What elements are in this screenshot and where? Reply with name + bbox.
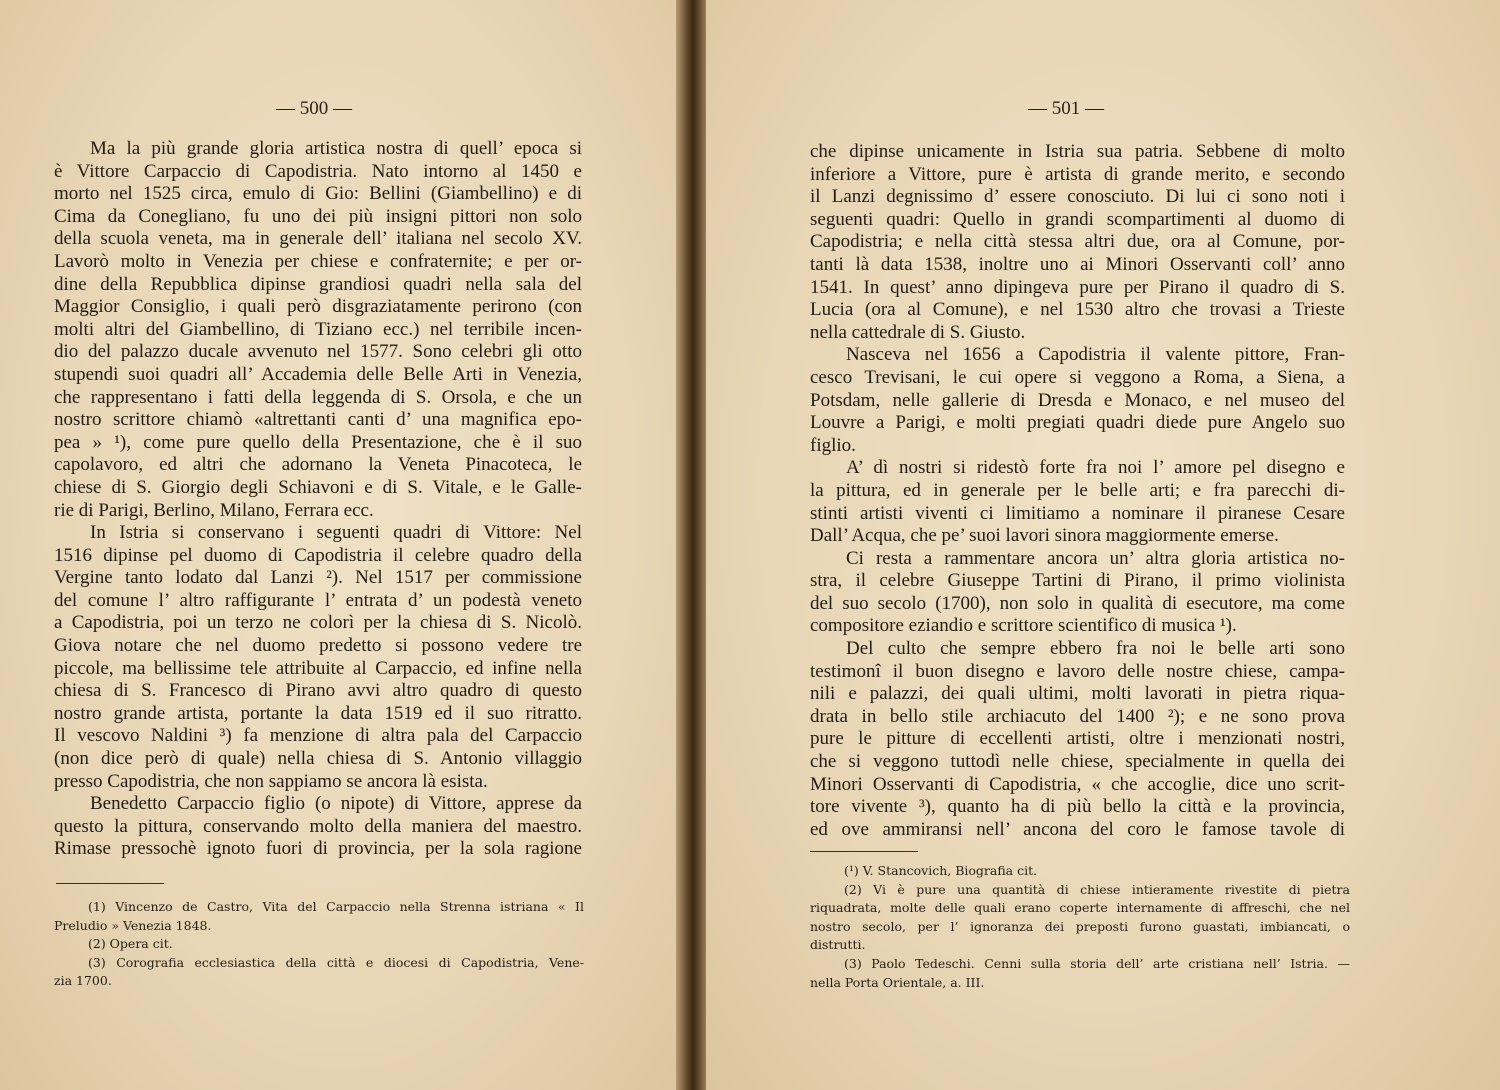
text-line: Louvre a Parigi, e molti pregiati quadri diede pure Angelo suo [810,412,1345,434]
text-line: Ma la più grande gloria artistica nostra di quell’ epoca si [90,138,582,159]
text-line: presso Capodistria, che non sappiamo se ancora là esista. [54,770,488,792]
text-line: figlio. [810,434,856,456]
text-line: nostro grande artista, portante la data 1519 ed il suo ritratto. [54,702,582,724]
text-line: tanti là data 1538, inoltre uno ai Minori Osservanti coll’ anno [810,253,1345,275]
text-line: Dall’ Acqua, che pe’ suoi lavori sinora maggiormente emerse. [810,525,1279,547]
footnote-line: (¹) V. Stancovich, Biografia cit. [844,863,1038,878]
text-line: A’ dì nostri si ridestò forte fra noi l’ amore pel disegno e [846,457,1345,479]
footnotes [810,862,1350,992]
footnote-line: zia 1700. [54,973,112,989]
text-line: Il vescovo Naldini ³) fa menzione di altra pala del Carpaccio [54,725,582,747]
text-line: il Lanzi degnissimo d’ essere conosciuto. Di lui ci sono noti i [810,186,1345,208]
text-line: rie di Parigi, Berlino, Milano, Ferrara ecc. [54,499,374,521]
text-line: inferiore a Vittore, pure è artista di grande merito, e secondo [810,163,1345,185]
text-line: del comune l’ altro raffigurante l’ entrata d’ un podestà veneto [54,589,582,611]
text-line: stupendi suoi quadri all’ Accademia delle Belle Arti in Venezia, [54,363,582,385]
footnote-line: nella Porta Orientale, a. III. [810,974,985,990]
text-line: che rappresentano i fatti della leggenda di S. Orsola, e che un [54,386,582,408]
footnote-divider [56,883,164,884]
text-line: che si veggono tuttodì nelle chiese, specialmente in quella dei [810,751,1345,773]
text-line: Vergine tanto lodato dal Lanzi ²). Nel 1517 per commissione [54,567,582,589]
text-line: dine della Repubblica dipinse grandiosi quadri nella sala del [54,273,582,295]
text-line: 1541. In quest’ anno dipingeva pure per Pirano il quadro di S. [810,276,1345,298]
text-line: Capodistria; e nella città stessa altri due, ora al Comune, por- [810,231,1345,253]
footnote-line: (3) Corografia ecclesiastica della città e diocesi di Capodistria, Vene- [88,954,584,970]
text-line: pea » ¹), come pure quello della Presentazione, che è il suo [54,431,582,453]
footnote-line: (3) Paolo Tedeschi. Cenni sulla storia dell’ arte cristiana nell’ Istria. — [844,955,1350,971]
text-line: Ci resta a rammentare ancora un’ altra gloria artistica no- [846,547,1345,569]
text-line: In Istria si conservano i seguenti quadri di Vittore: Nel [90,522,582,544]
footnote-line: (2) Vi è pure una quantità di chiese intieramente rivestite di pietra [844,881,1350,897]
text-line: a Capodistria, poi un terzo ne colorì per la chiesa di S. Nicolò. [54,612,582,634]
text-line: nostro scrittore chiamò «altrettanti canti d’ una magnifica epo- [54,409,582,431]
text-line: compositore eziandio e scrittore scientifico di musica ¹). [810,615,1237,637]
text-line: nella cattedrale di S. Giusto. [810,321,1026,343]
page-number: — 501 — [1028,98,1104,119]
text-line: Giova notare che nel duomo predetto si possono vedere tre [54,635,582,657]
book-gutter [676,0,710,1090]
text-line: 1516 dipinse pel duomo di Capodistria il celebre quadro della [54,544,582,566]
text-line: la pittura, ed in generale per le belle arti; e fra parecchi di- [810,479,1345,501]
text-line: (non dice però di quale) nella chiesa di S. Antonio villaggio [54,748,582,770]
text-line: stra, il celebre Giuseppe Tartini di Pirano, il primo violinista [810,570,1345,592]
text-line: cesco Trevisani, le cui opere si veggono a Roma, a Siena, a [810,366,1345,388]
text-line: del suo secolo (1700), non solo in qualità di esecutore, ma come [810,592,1345,614]
text-line: Lavorò molto in Venezia per chiese e confraternite; e per or- [54,250,582,272]
footnote-line: (1) Vincenzo de Castro, Vita del Carpaccio nella Strenna istriana « Il [88,899,584,914]
text-line: molti altri del Giambellino, di Tiziano ecc.) nel terribile incen- [54,318,582,340]
text-line: capolavoro, ed altri che adornano la Veneta Pinacoteca, le [54,454,582,476]
text-line: piccole, ma bellissime tele attribuite al Carpaccio, ed infine nella [54,657,582,679]
text-line: chiese di S. Giorgio degli Schiavoni e di S. Vitale, e le Galle- [54,476,582,498]
body-text [810,141,1345,841]
text-line: dio del palazzo ducale avvenuto nel 1577. Sono celebri gli otto [54,341,582,363]
text-line: Cima da Conegliano, fu uno dei più insigni pittori non solo [54,205,582,227]
footnotes [54,898,584,991]
text-line: che dipinse unicamente in Istria sua patria. Sebbene di molto [810,141,1345,162]
text-line: Maggior Consiglio, i quali però disgraziatamente perirono (con [54,296,582,318]
footnote-divider [810,851,918,852]
text-line: stinti artisti viventi ci limitiamo a nominare il piranese Cesare [810,502,1345,524]
text-line: è Vittore Carpaccio di Capodistria. Nato intorno al 1450 e [54,160,582,182]
text-line: Benedetto Carpaccio figlio (o nipote) di Vittore, apprese da [90,793,582,815]
footnote-line: distrutti. [810,937,866,953]
text-line: drata in bello stile archiacuto del 1400 ²); e ne sono prova [810,705,1345,727]
text-line: tore vivente ³), quanto ha di più bello la città e la provincia, [810,796,1345,818]
text-line: Nasceva nel 1656 a Capodistria il valente pittore, Fran- [846,344,1345,366]
footnote-line: Preludio » Venezia 1848. [54,917,212,933]
text-line: ed ove ammiransi nell’ ancona del coro le famose tavole di [810,818,1345,840]
footnote-line: riquadrata, molte delle quali erano coperte internamente di affreschi, che nel [810,900,1350,916]
text-line: nili e palazzi, dei quali ultimi, molti lavorati in pietra riqua- [810,683,1345,705]
left-page [0,0,682,1090]
text-line: chiesa di S. Francesco di Pirano avvi altro quadro di questo [54,680,582,702]
text-line: Rimase pressochè ignoto fuori di provincia, per la sola ragione [54,838,582,860]
text-line: Minori Osservanti di Capodistria, « che accoglie, dice uno scrit- [810,773,1345,795]
page-number: — 500 — [276,98,352,119]
footnote-line: nostro secolo, per l’ ignoranza dei preposti furono guastati, imbiancati, o [810,918,1350,934]
text-line: seguenti quadri: Quello in grandi scompartimenti al duomo di [810,208,1345,230]
text-line: questo la pittura, conservando molto della maniera del maestro. [54,815,582,837]
text-line: Lucia (ora al Comune), e nel 1530 altro che trovasi a Trieste [810,299,1345,321]
text-line: pure le pitture di eccellenti artisti, oltre i menzionati nostri, [810,728,1345,750]
text-line: Potsdam, nelle gallerie di Dresda e Monaco, e nel museo del [810,389,1345,411]
body-text [54,138,582,861]
text-line: della scuola veneta, ma in generale dell’ italiana nel secolo XV. [54,228,582,250]
text-line: Del culto che sempre ebbero fra noi le belle arti sono [846,638,1345,660]
footnote-line: (2) Opera cit. [88,936,173,952]
right-page [706,0,1500,1090]
text-line: testimonî il buon disegno e lavoro delle nostre chiese, campa- [810,660,1345,682]
text-line: morto nel 1525 circa, emulo di Gio: Bellini (Giambellino) e di [54,183,582,205]
